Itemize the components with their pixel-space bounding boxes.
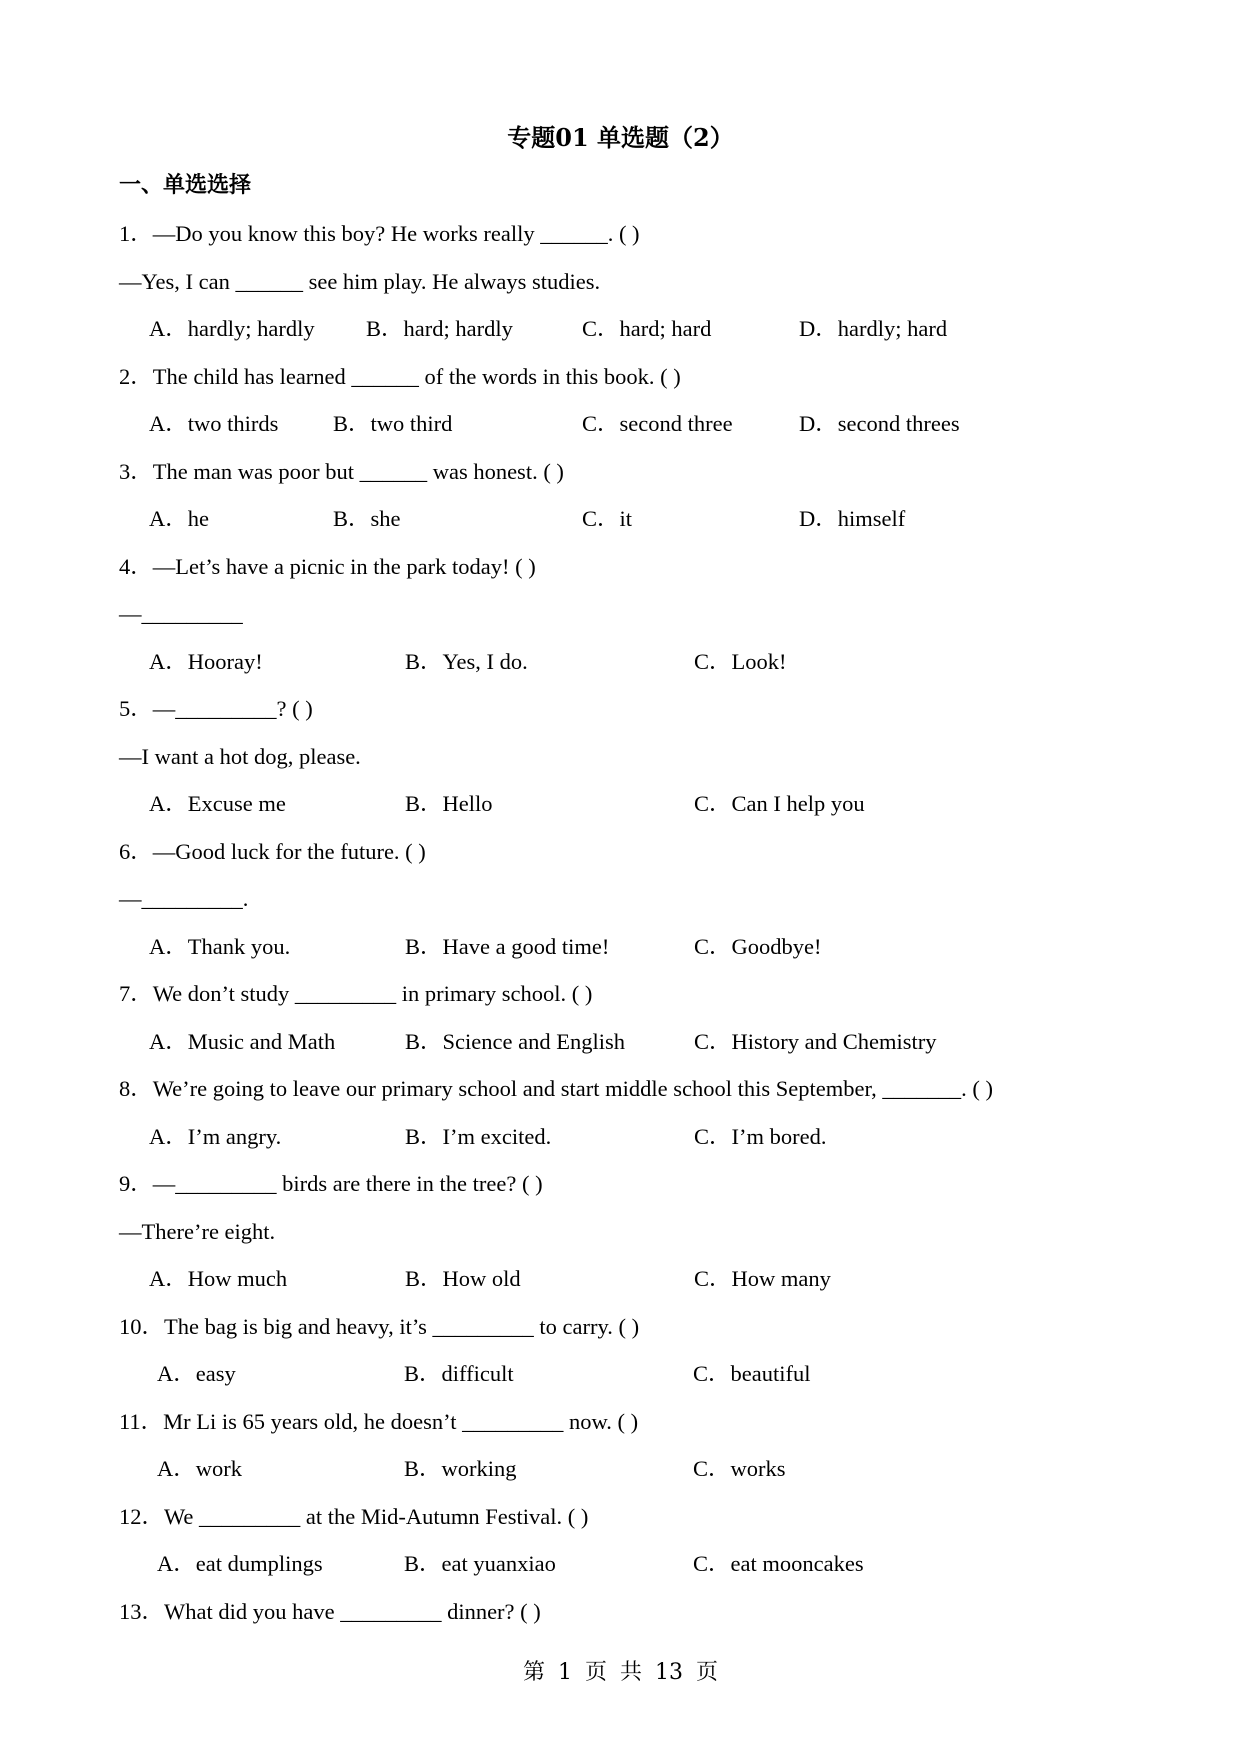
answer-option: C．I’m bored. bbox=[694, 1123, 827, 1149]
options-row bbox=[119, 400, 1181, 448]
answer-option: D．himself bbox=[799, 506, 906, 531]
question-line: 10．The bag is big and heavy, it’s _________ to carry. ( ) bbox=[119, 1313, 640, 1339]
answer-option: A．easy bbox=[157, 1361, 236, 1386]
answer-option: A．Thank you. bbox=[149, 933, 291, 959]
answer-option: C．Goodbye! bbox=[694, 933, 822, 959]
answer-option: A．I’m angry. bbox=[149, 1123, 282, 1149]
page-footer: 第 1 页 共 13 页 bbox=[523, 1660, 718, 1685]
question-line: 13．What did you have _________ dinner? ( ) bbox=[119, 1598, 541, 1624]
answer-option: C．second three bbox=[582, 411, 733, 436]
question-line: 7．We don’t study _________ in primary school. ( ) bbox=[119, 981, 593, 1006]
answer-option: B．working bbox=[404, 1456, 517, 1481]
answer-option: C．History and Chemistry bbox=[694, 1028, 937, 1054]
options-row bbox=[119, 638, 1181, 686]
question-line: 1．—Do you know this boy? He works really ______. ( ) bbox=[119, 221, 640, 246]
answer-option: B．Have a good time! bbox=[405, 933, 610, 959]
options-row bbox=[119, 1113, 1181, 1161]
question-line: 12．We _________ at the Mid-Autumn Festival. ( ) bbox=[119, 1503, 589, 1529]
answer-option: D．second threes bbox=[799, 411, 960, 436]
answer-option: C．it bbox=[582, 506, 633, 531]
answer-option: B．hard; hardly bbox=[366, 316, 513, 341]
answer-option: A．Excuse me bbox=[149, 791, 286, 816]
options-row bbox=[119, 1350, 1181, 1398]
answer-option: B．Hello bbox=[405, 791, 493, 816]
answer-option: A．eat dumplings bbox=[157, 1551, 323, 1576]
question-line: 8．We’re going to leave our primary school and start middle school this September, _______. ( ) bbox=[119, 1076, 993, 1101]
answer-option: D．hardly; hard bbox=[799, 316, 948, 341]
question-line: 11．Mr Li is 65 years old, he doesn’t _________ now. ( ) bbox=[119, 1408, 639, 1434]
answer-option: A．work bbox=[157, 1456, 242, 1481]
answer-option: A．two thirds bbox=[149, 411, 279, 436]
answer-option: C．works bbox=[693, 1456, 786, 1481]
answer-option: C．Look! bbox=[694, 648, 787, 674]
answer-option: C．hard; hard bbox=[582, 316, 712, 341]
answer-option: A．Hooray! bbox=[149, 648, 263, 674]
answer-option: B．eat yuanxiao bbox=[404, 1551, 556, 1576]
options-row bbox=[119, 923, 1181, 971]
question-line: —I want a hot dog, please. bbox=[119, 743, 361, 769]
answer-option: A．he bbox=[149, 506, 209, 531]
options-row bbox=[119, 495, 1181, 543]
question-line: —There’re eight. bbox=[119, 1218, 276, 1244]
answer-option: B．difficult bbox=[404, 1361, 514, 1386]
answer-option: B．she bbox=[333, 506, 401, 531]
answer-option: C．How many bbox=[694, 1266, 831, 1291]
question-line: —_________ bbox=[119, 601, 243, 626]
answer-option: B．two third bbox=[333, 411, 453, 436]
options-row bbox=[119, 1445, 1181, 1493]
answer-option: A．How much bbox=[149, 1266, 288, 1291]
question-line: 3．The man was poor but ______ was honest. ( ) bbox=[119, 458, 564, 484]
question-line: 2．The child has learned ______ of the words in this book. ( ) bbox=[119, 363, 681, 389]
options-row bbox=[119, 1255, 1181, 1303]
options-row bbox=[119, 780, 1181, 828]
page-title: 专题01 单选题（2） bbox=[507, 123, 734, 152]
answer-option: C．Can I help you bbox=[694, 791, 865, 816]
section-heading: 一、单选选择 bbox=[119, 172, 252, 198]
options-row bbox=[119, 1540, 1181, 1588]
answer-option: B．Science and English bbox=[405, 1028, 625, 1054]
question-line: —Yes, I can ______ see him play. He always studies. bbox=[119, 268, 601, 294]
answer-option: A．hardly; hardly bbox=[149, 316, 315, 341]
options-row bbox=[119, 305, 1181, 353]
question-line: 4．—Let’s have a picnic in the park today! ( ) bbox=[119, 553, 536, 579]
question-list bbox=[119, 210, 1181, 1635]
answer-option: A．Music and Math bbox=[149, 1028, 336, 1054]
question-line: 6．—Good luck for the future. ( ) bbox=[119, 838, 426, 864]
answer-option: B．How old bbox=[405, 1266, 521, 1291]
answer-option: B．Yes, I do. bbox=[405, 648, 528, 674]
answer-option: B．I’m excited. bbox=[405, 1123, 552, 1149]
options-row bbox=[119, 1018, 1181, 1066]
question-line: —_________. bbox=[119, 886, 249, 911]
answer-option: C．eat mooncakes bbox=[693, 1551, 864, 1576]
question-line: 5．—_________? ( ) bbox=[119, 696, 313, 721]
question-line: 9．—_________ birds are there in the tree? ( ) bbox=[119, 1171, 543, 1196]
answer-option: C．beautiful bbox=[693, 1361, 811, 1386]
